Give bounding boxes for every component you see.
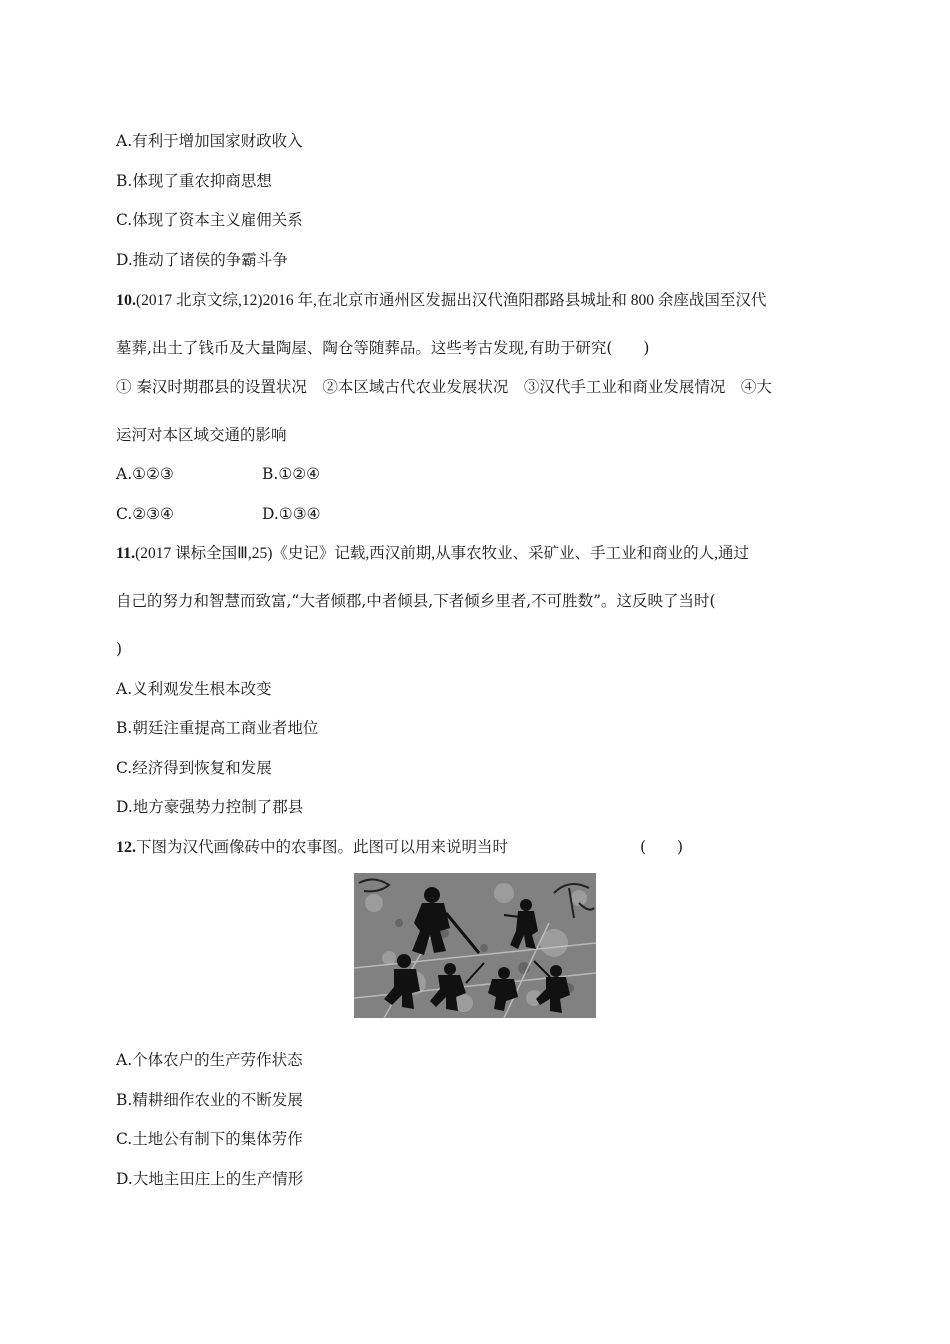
q11-stem-line2: 自己的努力和智慧而致富,“大者倾郡,中者倾县,下者倾乡里者,不可胜数”。这反映了当时( bbox=[116, 592, 716, 610]
q12-option-c: C.土地公有制下的集体劳作 bbox=[116, 1130, 303, 1148]
q9-option-a: A.有利于增加国家财政收入 bbox=[116, 132, 303, 150]
q9-option-b: B.体现了重农抑商思想 bbox=[116, 172, 272, 190]
q11-option-a: A.义利观发生根本改变 bbox=[116, 680, 272, 698]
q12-stem-text: 下图为汉代画像砖中的农事图。此图可以用来说明当时 bbox=[136, 838, 509, 856]
q9-option-d: D.推动了诸侯的争霸斗争 bbox=[116, 251, 288, 269]
q12-option-d: D.大地主田庄上的生产情形 bbox=[116, 1170, 304, 1188]
q12-stem-line bbox=[116, 837, 508, 858]
q11-stem-line1 bbox=[116, 543, 749, 564]
q10-stem-line1 bbox=[116, 290, 766, 311]
q10-option-c: C.②③④ bbox=[116, 505, 174, 523]
q12-answer-blank: ( ) bbox=[640, 838, 684, 856]
q12-option-b: B.精耕细作农业的不断发展 bbox=[116, 1091, 303, 1109]
q10-items-line2: 运河对本区域交通的影响 bbox=[116, 426, 287, 444]
q10-number: 10. bbox=[116, 292, 136, 309]
q11-number: 11. bbox=[116, 545, 136, 562]
q11-option-b: B.朝廷注重提高工商业者地位 bbox=[116, 719, 319, 737]
q12-number: 12. bbox=[116, 839, 136, 856]
q11-stem-line3: ) bbox=[116, 640, 123, 658]
q10-option-b: B.①②④ bbox=[262, 465, 321, 483]
q11-option-c: C.经济得到恢复和发展 bbox=[116, 759, 272, 777]
q10-stem-text1: (2017 北京文综,12)2016 年,在北京市通州区发掘出汉代渔阳郡路县城址和 800 余座战国至汉代 bbox=[136, 292, 767, 309]
q10-option-a: A.①②③ bbox=[116, 465, 174, 483]
q10-option-d: D.①③④ bbox=[262, 505, 321, 523]
q9-option-c: C.体现了资本主义雇佣关系 bbox=[116, 211, 303, 229]
han-brick-farming-relief-image bbox=[354, 873, 596, 1018]
q10-items-line1: ① 秦汉时期郡县的设置状况 ②本区域古代农业发展状况 ③汉代手工业和商业发展情况 ④大 bbox=[116, 378, 772, 396]
q10-stem-line2: 墓葬,出土了钱币及大量陶屋、陶仓等随葬品。这些考古发现,有助于研究( ) bbox=[116, 339, 650, 357]
q11-stem-text1: (2017 课标全国Ⅲ,25)《史记》记载,西汉前期,从事农牧业、采矿业、手工业和商业的人,通过 bbox=[135, 545, 750, 562]
q11-option-d: D.地方豪强势力控制了郡县 bbox=[116, 798, 304, 816]
q12-option-a: A.个体农户的生产劳作状态 bbox=[116, 1051, 303, 1069]
